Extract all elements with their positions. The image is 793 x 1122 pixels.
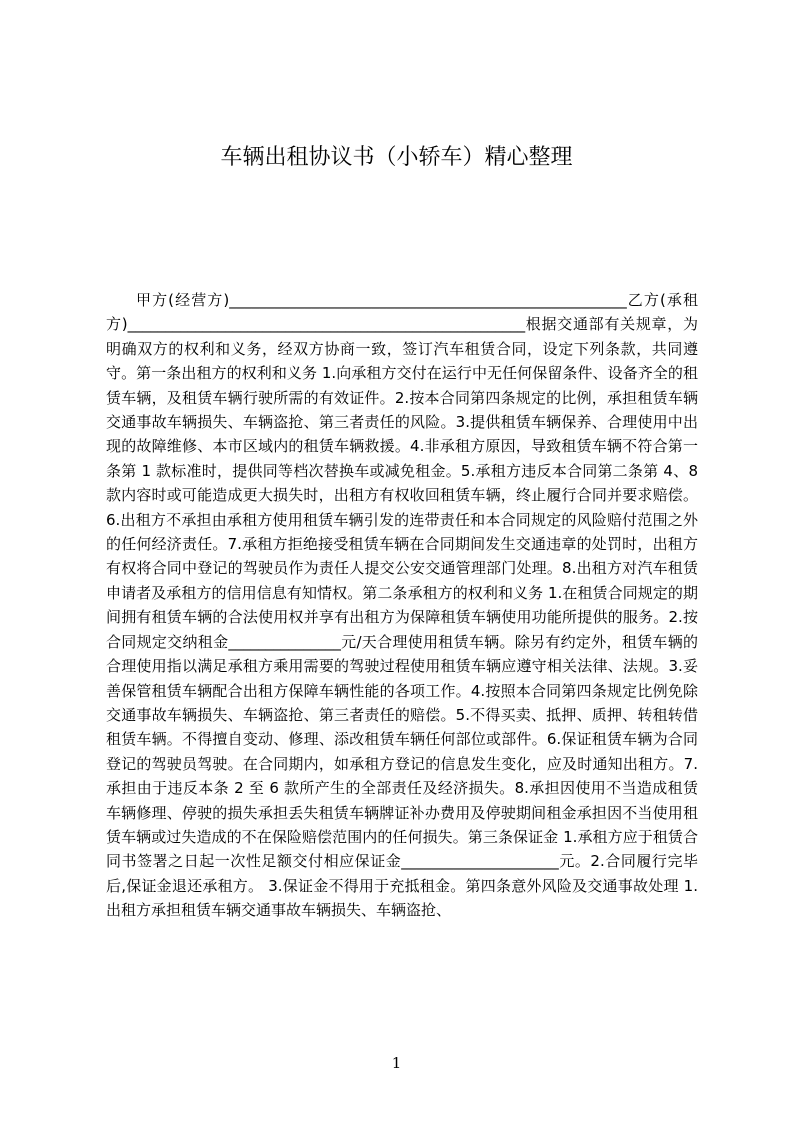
document-title: 车辆出租协议书（小轿车）精心整理 bbox=[220, 145, 573, 170]
contract-body-text: 甲方(经营方)_____________________________________________________乙方(承租方)_____________________________________________________根据交通部有关规章，为明确双方的权利和义务，经双方协商一致，签订汽车租赁合同，设定下列条款，共同遵守。第一条出租方的权利和义务 1.向承租方交付在运行中无任何保留条件、设备齐全的租赁车辆，及租赁车辆行驶所需的有效证件。2.按本合同第四条规定的比例，承担租赁车辆交通事故车辆损失、车辆盗抢、第三者责任的风险。3.提供租赁车辆保养、合理使用中出现的故障维修、本市区域内的租赁车辆救援。4.非承租方原因，导致租赁车辆不符合第一条第 1 款标准时，提供同等档次替换车或减免租金。5.承租方违反本合同第二条第 4、8 款内容时或可能造成更大损失时，出租方有权收回租赁车辆，终止履行合同并要求赔偿。6.出租方不承担由承租方使用租赁车辆引发的连带责任和本合同规定的风险赔付范围之外的任何经济责任。7.承租方拒绝接受租赁车辆在合同期间发生交通违章的处罚时，出租方有权将合同中登记的驾驶员作为责任人提交公安交通管理部门处理。8.出租方对汽车租赁申请者及承租方的信用信息有知情权。第二条承租方的权利和义务 1.在租赁合同规定的期间拥有租赁车辆的合法使用权并享有出租方为保障租赁车辆使用功能所提供的服务。2.按合同规定交纳租金_______________元/天合理使用租赁车辆。除另有约定外，租赁车辆的合理使用指以满足承租方乘用需要的驾驶过程使用租赁车辆应遵守相关法律、法规。3.妥善保管租赁车辆配合出租方保障车辆性能的各项工作。4.按照本合同第四条规定比例免除交通事故车辆损失、车辆盗抢、第三者责任的赔偿。5.不得买卖、抵押、质押、转租转借租赁车辆。不得擅自变动、修理、添改租赁车辆任何部位或部件。6.保证租赁车辆为合同登记的驾驶员驾驶。在合同期内，如承租方登记的信息发生变化，应及时通知出租方。7.承担由于违反本条 2 至 6 款所产生的全部责任及经济损失。8.承担因使用不当造成租赁车辆修理、停驶的损失承担丢失租赁车辆牌证补办费用及停驶期间租金承担因不当使用租赁车辆或过失造成的不在保险赔偿范围内的任何损失。第三条保证金 1.承租方应于租赁合同书签署之日起一次性足额交付相应保证金_____________________元。2.合同履行完毕后,保证金退还承租方。 3.保证金不得用于充抵租金。第四条意外风险及交通事故处理 1.出租方承担租赁车辆交通事故车辆损失、车辆盗抢、 bbox=[106, 291, 698, 920]
page-number: 1 bbox=[391, 1054, 402, 1072]
